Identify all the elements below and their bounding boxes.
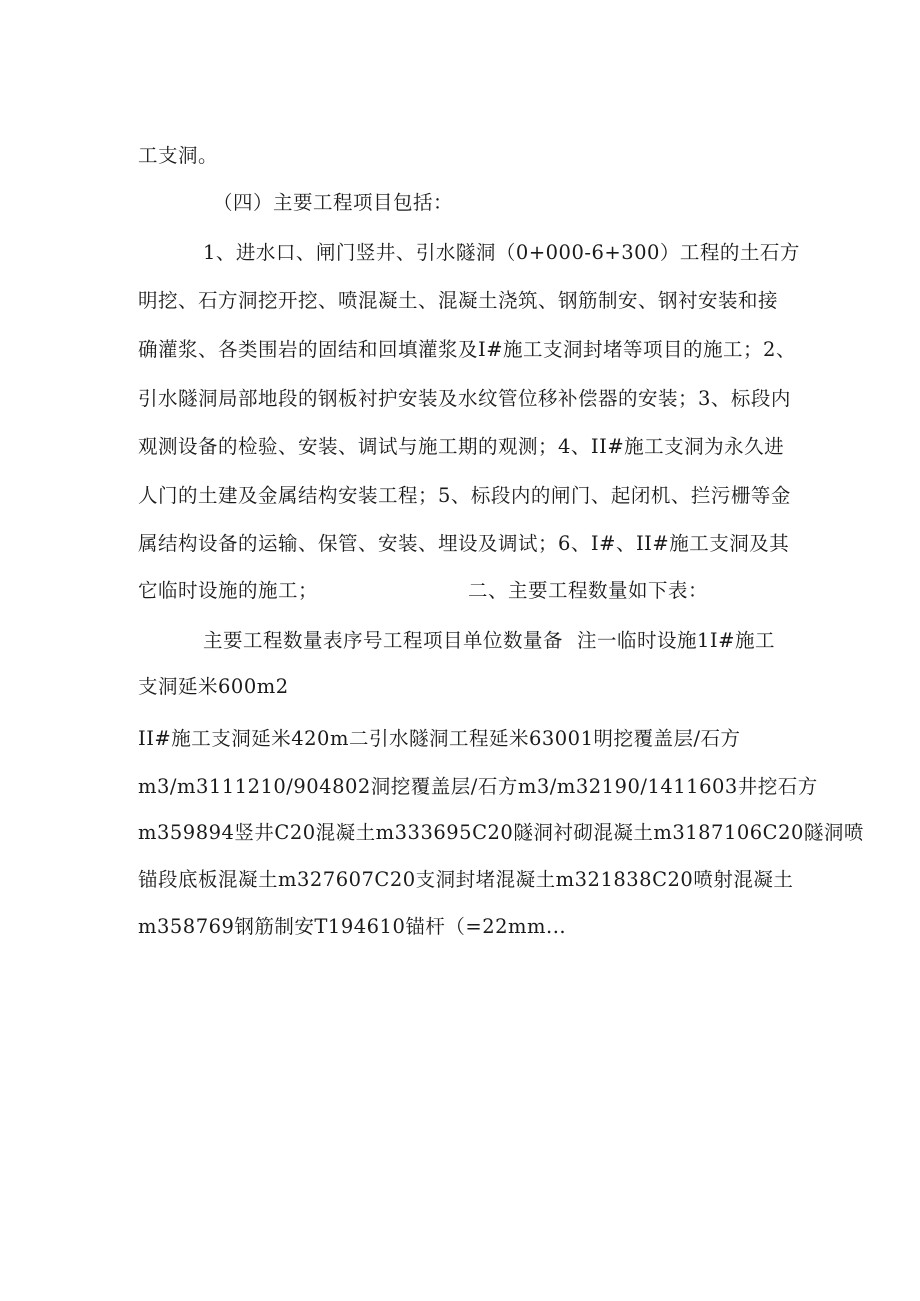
text-line: 属结构设备的运输、保管、安装、埋设及调试；6、I#、II#施工支洞及其 [138,532,790,555]
text-line: 人门的土建及金属结构安装工程；5、标段内的闸门、起闭机、拦污栅等金 [138,484,791,507]
text-fragment: 它临时设施的施工； [138,579,319,602]
text-line: m3/m3111210/904802洞挖覆盖层/石方m3/m32190/1411603井挖石方 [138,775,818,798]
text-line: 引水隧洞局部地段的钢板衬护安装及水纹管位移补偿器的安装；3、标段内 [138,387,791,410]
section-heading: 二、主要工程数量如下表： [468,579,709,602]
text-line: 支洞延米600m2 [138,675,289,698]
table-caption-line [203,628,775,654]
text-line: 确灌浆、各类围岩的固结和回填灌浆及I#施工支洞封堵等项目的施工；2、 [138,338,796,361]
text-line-with-heading [138,578,708,604]
text-line: 工支洞。 [138,144,219,167]
text-line: 观测设备的检验、安装、调试与施工期的观测；4、II#施工支洞为永久进 [138,435,785,458]
text-fragment: 注一临时设施1I#施工 [577,629,775,652]
text-line: m359894竖井C20混凝土m333695C20隧洞衬砌混凝土m3187106C20隧洞喷 [138,821,864,844]
table-caption: 主要工程数量表序号工程项目单位数量备 [203,629,564,652]
text-line: m358769钢筋制安T194610锚杆（=22mm... [138,915,567,938]
text-line: 明挖、石方洞挖开挖、喷混凝土、混凝土浇筑、钢筋制安、钢衬安装和接 [138,289,779,312]
section-heading: （四）主要工程项目包括： [213,191,454,214]
text-line: 锚段底板混凝土m327607C20支洞封堵混凝土m321838C20喷射混凝土 [138,868,794,891]
text-line: 1、进水口、闸门竖井、引水隧洞（0+000-6+300）工程的土石方 [203,241,800,264]
text-line: II#施工支洞延米420m二引水隧洞工程延米63001明挖覆盖层/石方 [138,727,741,750]
